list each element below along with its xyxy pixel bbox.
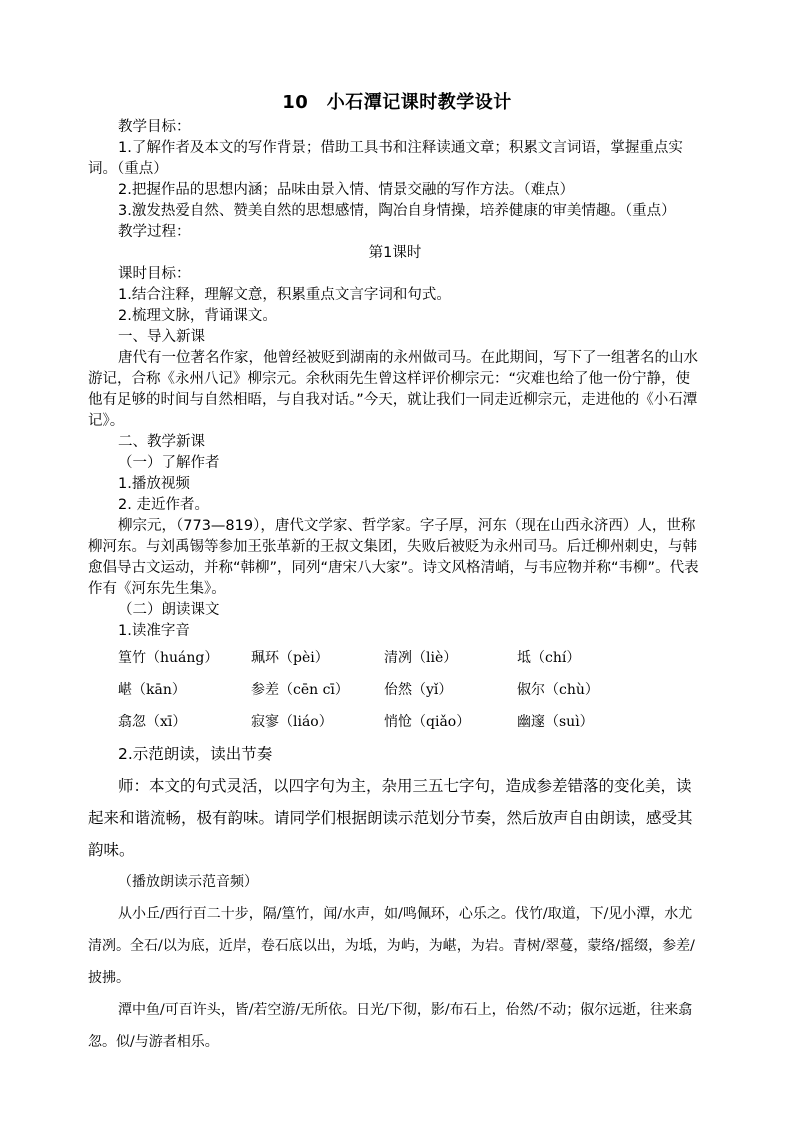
goals-label: 教学目标： bbox=[118, 119, 191, 135]
item-1: 1.播放视频 bbox=[118, 476, 190, 492]
pronunciation-word: 悄怆（qiǎo） bbox=[384, 713, 471, 730]
goal-2: 2.把握作品的思想内涵；品味由景入情、情景交融的写作方法。（难点） bbox=[118, 182, 575, 198]
pronunciation-word: 珮环（pèi） bbox=[251, 649, 329, 666]
read-item-2: 2.示范朗读，读出节奏 bbox=[118, 745, 273, 763]
goal-3: 3.激发热爱自然、赞美自然的思想感情，陶冶自身情操，培养健康的审美情趣。（重点） bbox=[118, 203, 676, 219]
audio-note: （播放朗读示范音频） bbox=[118, 874, 258, 890]
pronunciation-word: 坻（chí） bbox=[517, 649, 581, 666]
pronunciation-word: 篁竹（huáng） bbox=[118, 649, 219, 666]
subsection-1-heading: （一）了解作者 bbox=[118, 455, 220, 471]
pronunciation-word: 翕忽（xī） bbox=[118, 713, 187, 730]
pronunciation-row bbox=[118, 706, 702, 738]
section-1-heading: 一、导入新课 bbox=[118, 329, 205, 345]
pronunciation-word: 参差（cēn cī） bbox=[251, 681, 349, 698]
pronunciation-row bbox=[118, 674, 702, 706]
read-item-1: 1.读准字音 bbox=[118, 623, 190, 639]
document-title: 10 小石潭记课时教学设计 bbox=[282, 92, 512, 113]
goal-1: 1.了解作者及本文的写作背景；借助工具书和注释读通文章；积累文言词语，掌握重点实词。（重点） bbox=[88, 140, 683, 177]
pronunciation-word: 俶尔（chù） bbox=[517, 681, 599, 698]
document-body bbox=[88, 117, 702, 1058]
pronunciation-word: 寂寥（liáo） bbox=[251, 713, 333, 730]
section-2-heading: 二、教学新课 bbox=[118, 434, 205, 450]
pronunciation-row bbox=[118, 642, 702, 674]
teacher-paragraph: 师：本文的句式灵活，以四字句为主，杂用三五七字句，造成参差错落的变化美，读起来和谐流畅，极有韵味。请同学们根据朗读示范划分节奏，然后放声自由朗读，感受其韵味。 bbox=[88, 777, 693, 859]
lesson-goal-1: 1.结合注释，理解文意，积累重点文言字词和句式。 bbox=[118, 287, 451, 303]
author-paragraph: 柳宗元，（773—819），唐代文学家、哲学家。字子厚，河东（现在山西永济西）人，世称柳河东。与刘禹锡等参加王张革新的王叔文集团，失败后被贬为永州司马。后迁柳州刺史，与韩愈倡导古文运动，并称“韩柳”，同列“唐宋八大家”。诗文风格清峭，与韦应物并称“韦柳”。代表作有《河东先生集》。 bbox=[88, 518, 699, 597]
passage-paragraph-1: 从小丘/西行百二十步，隔/篁竹，闻/水声，如/鸣佩环，心乐之。伐竹/取道，下/见小潭，水尤清冽。全石/以为底，近岸，卷石底以出，为坻，为屿，为嵁，为岩。青树/翠蔓，蒙络/摇缀，参差/披拂。 bbox=[88, 906, 695, 986]
intro-paragraph: 唐代有一位著名作家，他曾经被贬到湖南的永州做司马。在此期间，写下了一组著名的山水游记，合称《永州八记》柳宗元。余秋雨先生曾这样评价柳宗元：“灾难也给了他一份宁静，使他有足够的时间与自然相晤，与自我对话。”今天，就让我们一同走近柳宗元，走进他的《小石潭记》。 bbox=[88, 350, 698, 429]
pronunciation-word: 嵁（kān） bbox=[118, 681, 186, 698]
lesson-heading: 第1课时 bbox=[368, 245, 422, 261]
lesson-goal-2: 2.梳理文脉，背诵课文。 bbox=[118, 308, 277, 324]
pronunciation-grid bbox=[118, 642, 702, 738]
lesson-goals-label: 课时目标： bbox=[118, 266, 191, 282]
subsection-2-heading: （二）朗读课文 bbox=[118, 602, 220, 618]
pronunciation-word: 幽邃（suì） bbox=[517, 713, 594, 730]
passage-paragraph-2: 潭中鱼/可百许头，皆/若空游/无所依。日光/下彻，影/布石上，佁然/不动；俶尔远逝，往来翕忽。似/与游者相乐。 bbox=[88, 1002, 693, 1050]
pronunciation-word: 清冽（liè） bbox=[384, 649, 458, 666]
process-label: 教学过程： bbox=[118, 224, 191, 240]
item-2: 2. 走近作者。 bbox=[118, 497, 209, 513]
pronunciation-word: 佁然（yǐ） bbox=[384, 681, 453, 698]
